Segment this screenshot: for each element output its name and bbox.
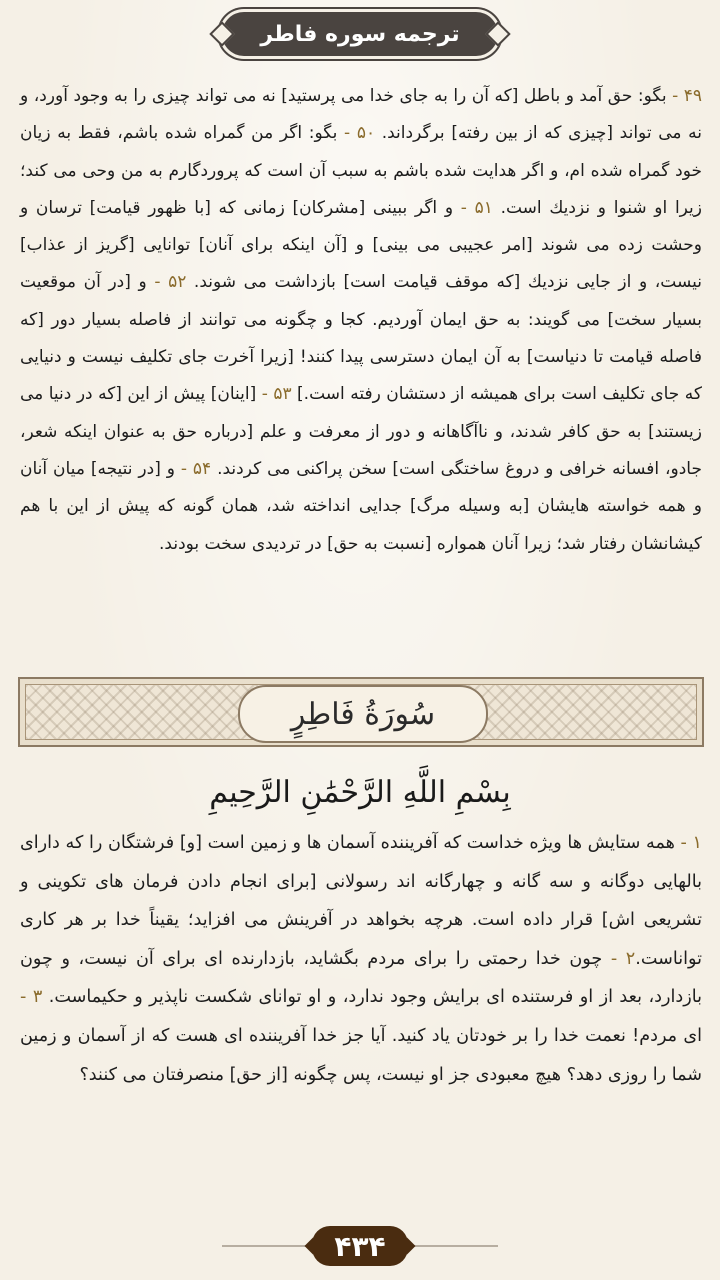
verse-number: ۵۴ - (180, 458, 212, 479)
verse-number: ۲ - (610, 948, 636, 969)
verse-text: چون خدا رحمتى را براى مردم بگشايد، بازدارنده اى براى آن نيست، و چون بازدارد، بعد از او فرستنده اى برايش وجود ندارد، و او تواناى شكست ناپذير و حكيماست. (20, 948, 702, 1008)
translation-bottom-block (20, 824, 702, 1094)
surah-name-cartouche (238, 685, 488, 743)
verse-number: ۵۱ - (460, 197, 493, 218)
footer-divider-right (406, 1245, 498, 1247)
verse-text: [اينان] پيش از اين [كه در دنيا مى زيستند] به حق كافر شدند، و ناآگاهانه و دور از معرفت و علم [درباره حق به عنوان اينكه شعر، جادو، افسانه خرافى و دروغ ساختگى است] سخن پراكنى مى كردند. (20, 384, 702, 479)
verse-number: ۵۲ - (154, 272, 187, 293)
page-title: ترجمه سوره فاطر (260, 21, 460, 47)
verse-number: ۱ - (680, 833, 702, 853)
verse-number: ۵۰ - (344, 123, 376, 144)
page-number-badge (312, 1226, 408, 1266)
verse-text: و [در نتيجه] ميان آنان و همه خواسته هايشان [به وسيله مرگ] جدايى انداخته شد، همان گونه كه پيش از اين با هم كيشانشان رفتار شد؛ زيرا آنان همواره [نسبت به حق] در ترديدى سخت بودند. (20, 458, 702, 554)
verse-text: اى مردم! نعمت خدا را بر خودتان ياد كنيد. آيا جز خدا آفريننده اى هست كه از آسمان و زمين شما را روزى دهد؟ هيچ معبودى جز او نيست، پس چگونه [از حق] منصرفتان مى كنند؟ (20, 1025, 702, 1085)
verse-text: و اگر ببينى [مشركان] زمانى كه [با ظهور قيامت] ترسان و وحشت زده مى شوند [امر عجيبى مى بينى] و [آن اينكه براى آنان] توانايى [گريز از عذاب] نيست، و از جايى نزديك [كه موقف قيامت است] بازداشت مى شوند. (20, 197, 703, 293)
verse-text: بگو: اگر من گمراه شده باشم، فقط به زيان خود گمراه شده ام، و اگر هدايت شده باشم به سبب آن است كه پروردگارم به من وحى مى كند؛ زيرا او شنوا و نزديك است. (20, 123, 702, 218)
surah-name: سُورَةُ فَاطِرٍ (290, 696, 436, 732)
verse-number: ۵۳ - (261, 384, 292, 405)
basmala: بِسْمِ اللَّهِ الرَّحْمَٰنِ الرَّحِيمِ (209, 774, 511, 810)
page-number: ۴۳۴ (334, 1229, 386, 1263)
footer-divider-left (222, 1245, 314, 1247)
verse-text: بگو: حق آمد و باطل [كه آن را به جاى خدا مى پرستيد] نه مى تواند چيزى را به وجود آورد، و نه مى تواند [چيزى كه از بين رفته] برگرداند. (20, 86, 702, 144)
verse-text: همه ستايش ها ويژه خداست كه آفريننده آسمان ها و زمين است [و] فرشتگان را كه داراى بالهايى دوگانه و سه گانه و چهارگانه اند رسولانى [براى انجام دادن فرمان هاى تكوينى و تشريعى اش] قرار داده است. هرچه بخواهد در آفرينش مى افزايد؛ يقيناً خدا بر هر كارى تواناست. (20, 833, 702, 969)
verse-text: و [در آن موقعيت بسيار سخت] مى گويند: به حق ايمان آورديم. كجا و چگونه مى توانند از فاصله بسيار دور [كه فاصله قيامت تا دنياست] به آن ايمان دسترسى پيدا كنند! [زيرا آخرت جاى تكليف نيست و دنيايى كه جاى تكليف است براى هميشه از دستشان رفته است.] (20, 272, 702, 405)
translation-top-block (20, 78, 702, 563)
verse-number: ۴۹ - (672, 86, 702, 106)
page-title-banner (222, 12, 498, 56)
verse-number: ۳ - (20, 987, 43, 1008)
surah-header-ornament (18, 677, 704, 747)
